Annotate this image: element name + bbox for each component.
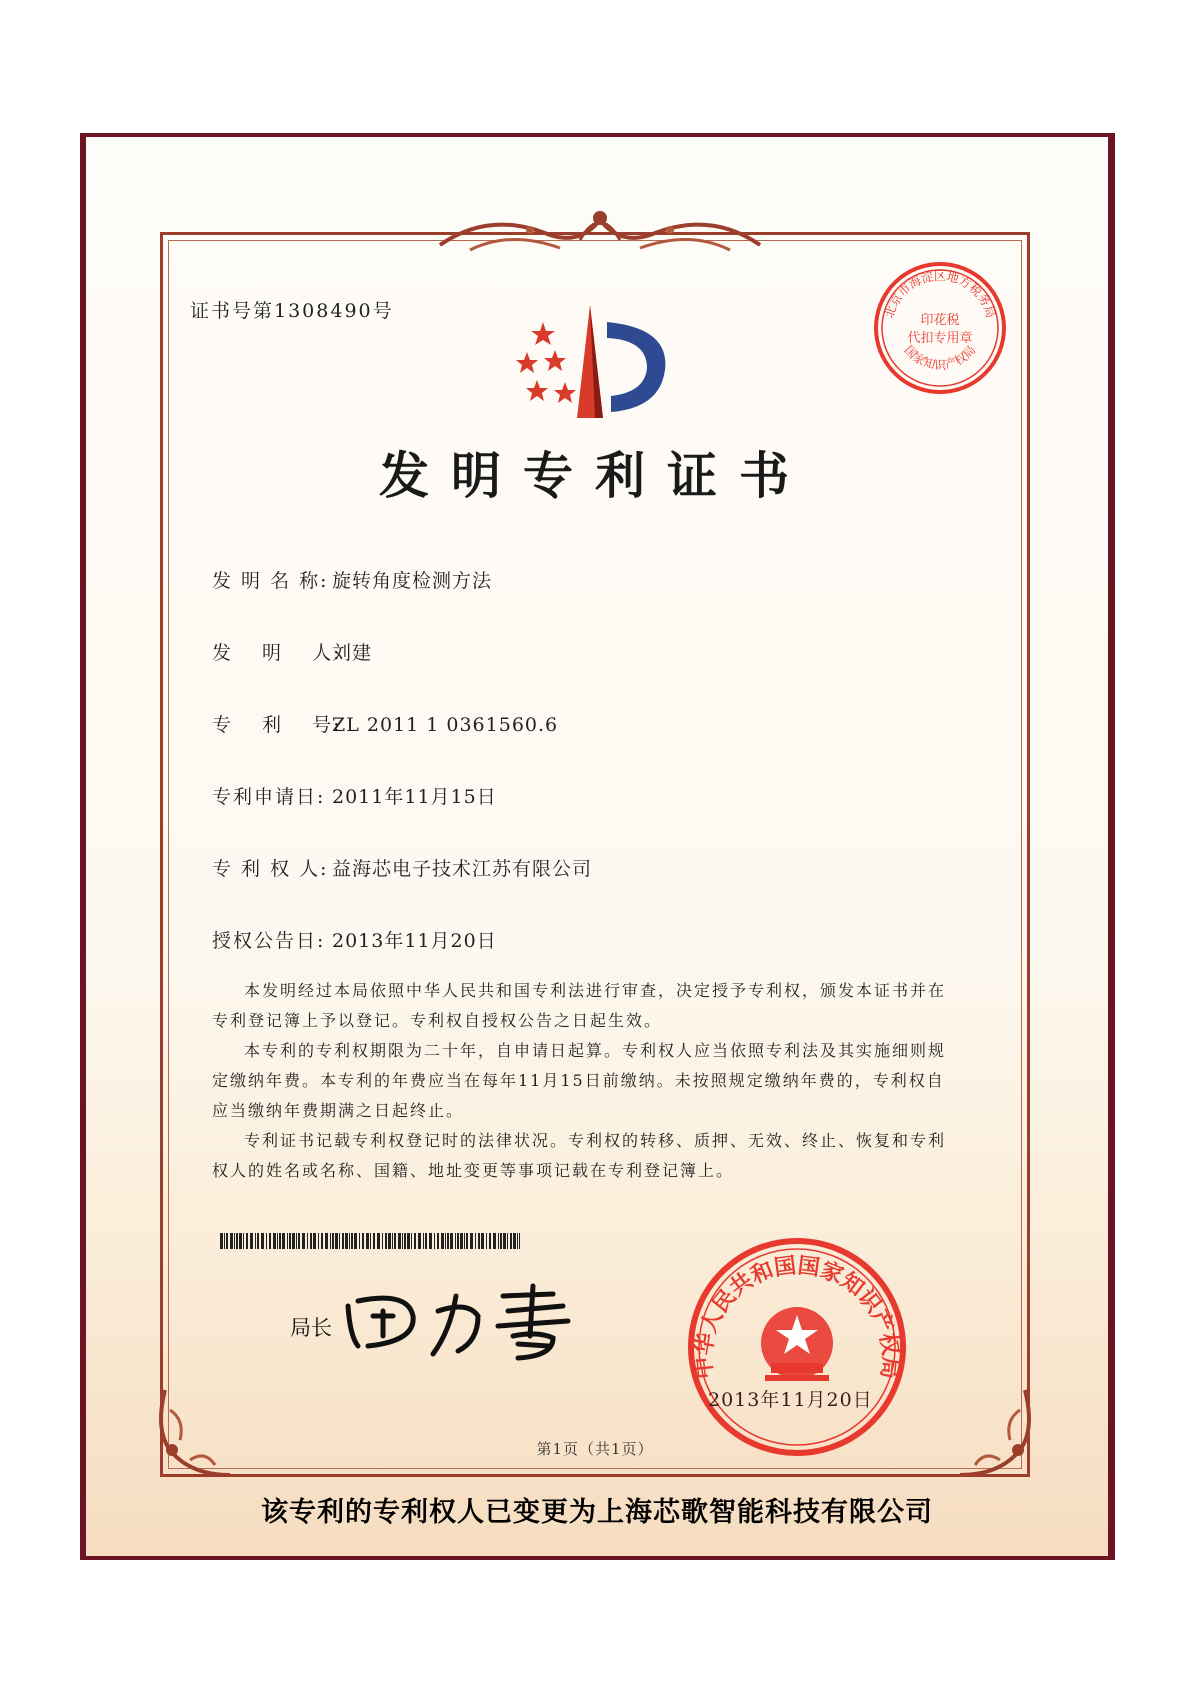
stamp-duty-seal-icon — [870, 258, 1010, 398]
paragraph-review: 本发明经过本局依照中华人民共和国专利法进行审查，决定授予专利权，颁发本证书并在专利登记簿上予以登记。专利权自授权公告之日起生效。 — [212, 981, 947, 1030]
paragraph-term: 本专利的专利权期限为二十年，自申请日起算。专利权人应当依照专利法及其实施细则规定缴纳年费。本专利的年费应当在每年11月15日前缴纳。未按照规定缴纳年费的，专利权自应当缴纳年费期满之日起终止。 — [212, 1041, 947, 1120]
director-signature-icon — [338, 1276, 578, 1366]
top-seal-ring-text: 北京市海淀区地方税务局 — [882, 269, 998, 320]
field-value: 2013年11月20日 — [332, 930, 497, 952]
national-ip-office-seal-icon — [685, 1235, 910, 1460]
patentee-change-note: 该专利的专利权人已变更为上海芯歌智能科技有限公司 — [261, 1497, 933, 1528]
barcode — [220, 1233, 520, 1249]
field-label: 授权公告日: — [212, 930, 326, 952]
field-patentee — [212, 854, 592, 881]
top-seal-bottom-text: 国家知识产权局 — [901, 342, 979, 372]
field-value: ZL 2011 1 0361560.6 — [332, 714, 559, 736]
main-seal-ring-text: 中华人民共和国国家知识产权局 — [691, 1253, 903, 1380]
field-value: 2011年11月15日 — [332, 786, 497, 808]
patent-office-logo-icon — [515, 300, 675, 425]
seal-date: 2013年11月20日 — [708, 1389, 873, 1411]
field-label: 专 利 权 人: — [212, 858, 329, 880]
field-value: 刘建 — [332, 642, 373, 664]
top-ornament-icon — [430, 200, 770, 270]
field-value: 旋转角度检测方法 — [332, 570, 493, 592]
field-label: 专利申请日: — [212, 786, 326, 808]
field-application-date — [212, 782, 497, 809]
certificate-title: 发明专利证书 — [379, 447, 811, 505]
bottom-left-ornament-icon — [150, 1380, 240, 1490]
svg-text:国家知识产权局 — [901, 343, 978, 372]
top-seal-center-line2: 代扣专用章 — [907, 331, 973, 346]
page-indicator: 第1页（共1页） — [536, 1440, 654, 1458]
field-label: 发 明 人: — [212, 642, 342, 664]
field-patent-number — [212, 710, 558, 737]
certificate-number: 证书号第1308490号 — [190, 300, 394, 322]
director-label: 局长 — [290, 1316, 332, 1340]
paragraph-record: 专利证书记载专利权登记时的法律状况。专利权的转移、质押、无效、终止、恢复和专利权人的姓名或名称、国籍、地址变更等事项记载在专利登记簿上。 — [212, 1131, 947, 1180]
field-value: 益海芯电子技术江苏有限公司 — [332, 858, 593, 880]
field-invention-name — [212, 566, 492, 593]
bottom-right-ornament-icon — [950, 1380, 1040, 1490]
field-inventor — [212, 638, 372, 665]
top-seal-center-line1: 印花税 — [920, 313, 960, 328]
field-label: 专 利 号: — [212, 714, 342, 736]
field-label: 发 明 名 称: — [212, 570, 329, 592]
field-grant-date — [212, 926, 497, 953]
